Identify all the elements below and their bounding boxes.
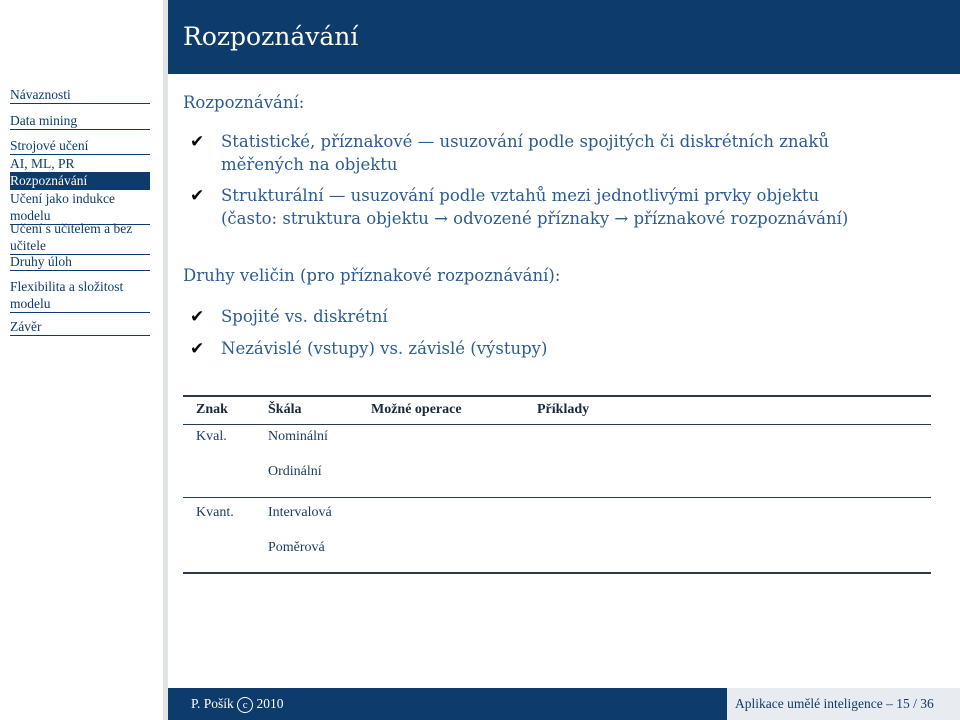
section-title-rozpoznavani: Rozpoznávání: <box>183 93 305 112</box>
sidebar-item-druhy-uloh[interactable]: Druhy úloh <box>10 253 150 271</box>
copyright-icon: c <box>237 697 253 713</box>
sidebar-item-strojove-uceni[interactable]: Strojové učení <box>10 137 150 155</box>
check-icon: ✔ <box>190 186 205 206</box>
table-header-priklady: Příklady <box>537 402 590 417</box>
sidebar-nav <box>0 0 163 720</box>
sidebar-item-ai-ml-pr[interactable]: AI, ML, PR <box>10 155 150 173</box>
sidebar-item-uceni-indukce[interactable]: Učení jako indukce modelu <box>10 190 150 225</box>
list-item-strukturalni <box>221 184 848 230</box>
footer-slash: / <box>913 696 917 711</box>
list-item-line: měřených na objektu <box>221 155 398 174</box>
table-header-skala: Škála <box>268 402 302 417</box>
sidebar-item-rozpoznavani[interactable]: Rozpoznávání <box>10 172 150 190</box>
footer-course <box>735 696 934 712</box>
list-item-statisticke <box>221 130 829 176</box>
list-item-spojite: Spojité vs. diskrétní <box>221 307 388 326</box>
list-item-nezavisle: Nezávislé (vstupy) vs. závislé (výstupy) <box>221 339 548 358</box>
table-cell-skala: Intervalová <box>268 505 332 520</box>
footer-year: 2010 <box>256 696 284 711</box>
table-cell-znak: Kvant. <box>196 505 234 520</box>
list-item-line: Strukturální — usuzování podle vztahů mezi jednotlivými prvky objektu <box>221 186 820 205</box>
table-cell-skala: Nominální <box>268 429 328 444</box>
footer-separator: – <box>886 696 893 711</box>
table-top-rule <box>183 395 931 397</box>
slide-title: Rozpoznávání <box>183 22 359 51</box>
sidebar-divider <box>163 0 168 720</box>
sidebar-item-uceni-s-ucitelem[interactable]: Učení s učitelem a bez učitele <box>10 220 150 255</box>
table-header-operace: Možné operace <box>371 402 462 417</box>
list-item-line: Statistické, příznakové — usuzování podle spojitých či diskrétních znaků <box>221 132 830 151</box>
section-title-druhy-velicin: Druhy veličin (pro příznakové rozpoznávání): <box>183 266 561 285</box>
table-cell-skala: Poměrová <box>268 540 325 555</box>
sidebar-item-flexibilita[interactable]: Flexibilita a složitost modelu <box>10 278 150 313</box>
sidebar-item-navaznosti[interactable]: Návaznosti <box>10 86 150 104</box>
check-icon: ✔ <box>190 307 205 327</box>
check-icon: ✔ <box>190 132 205 152</box>
table-cell-skala: Ordinální <box>268 464 322 479</box>
sidebar-item-zaver[interactable]: Závěr <box>10 318 150 336</box>
footer-course-name: Aplikace umělé inteligence <box>735 696 883 711</box>
list-item-line: (často: struktura objektu → odvozené příznaky → příznakové rozpoznávání) <box>221 209 849 228</box>
table-group-rule <box>183 497 931 498</box>
check-icon: ✔ <box>190 339 205 359</box>
footer-total: 36 <box>920 696 934 711</box>
sidebar-item-data-mining[interactable]: Data mining <box>10 112 150 130</box>
table-header-znak: Znak <box>196 402 228 417</box>
footer-author <box>191 696 284 713</box>
table-cell-znak: Kval. <box>196 429 227 444</box>
footer-author-name: P. Pošík <box>191 696 234 711</box>
table-header-rule <box>183 424 931 425</box>
slide-header <box>168 0 960 74</box>
table-bottom-rule <box>183 572 931 574</box>
footer-page: 15 <box>896 696 910 711</box>
